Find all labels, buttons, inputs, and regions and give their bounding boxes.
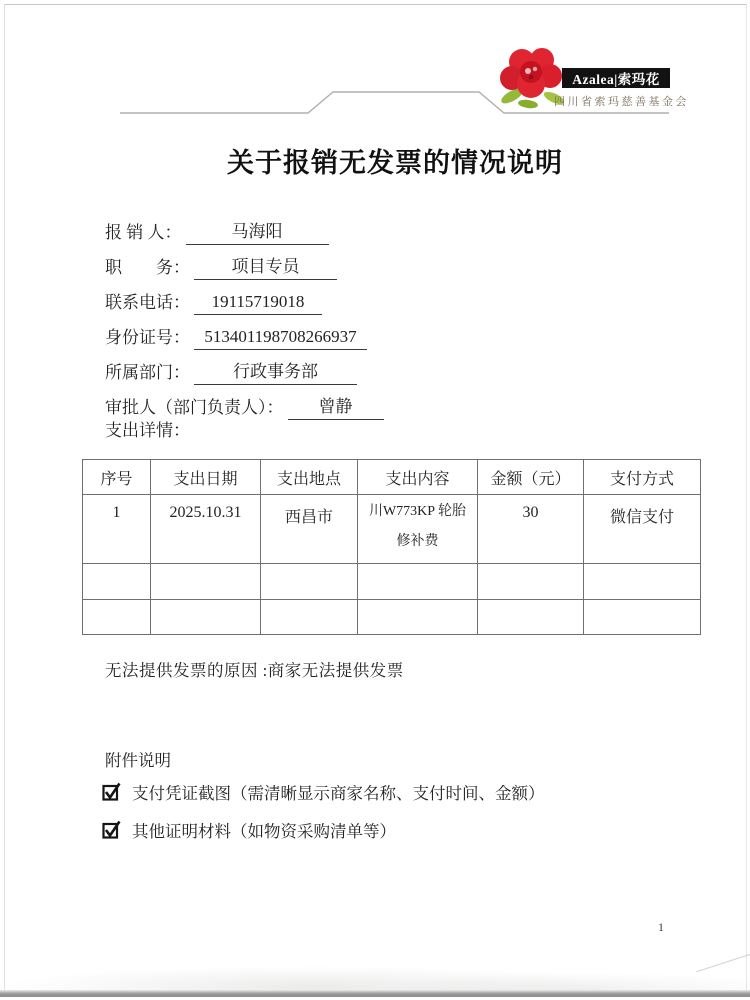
- field-label: 审批人（部门负责人）：: [105, 398, 284, 417]
- col-header-date: 支出日期: [151, 460, 261, 495]
- paper-edge-top: [4, 4, 747, 5]
- expense-row-empty: [83, 564, 701, 600]
- logo-brand-text: Azalea|索玛花: [572, 72, 660, 87]
- attachment-item-other-proof: [102, 818, 396, 842]
- paper-edge-right: [746, 4, 747, 992]
- field-phone: [105, 280, 665, 315]
- field-label: 联系电话：: [105, 293, 190, 312]
- expense-table-header-row: [83, 460, 701, 495]
- field-label: 身份证号：: [105, 328, 190, 347]
- cell-index: 1: [83, 495, 151, 564]
- field-id-number: [105, 315, 665, 350]
- field-position: [105, 245, 665, 280]
- field-value-underlined: 项目专员: [194, 252, 337, 280]
- form-fields: [105, 210, 665, 420]
- cell-content-line2: 修补费: [396, 534, 439, 549]
- expense-table: [82, 459, 701, 635]
- field-value-underlined: 行政事务部: [194, 357, 357, 385]
- field-label: 职 务：: [105, 258, 190, 277]
- field-value-underlined: 513401198708266937: [194, 327, 367, 350]
- cell-method: 微信支付: [584, 495, 701, 564]
- scan-shadow: [0, 935, 750, 990]
- expense-row-empty: [83, 600, 701, 635]
- document-title: 关于报销无发票的情况说明: [227, 148, 563, 178]
- field-reimburser: [105, 210, 665, 245]
- expense-row-1: [83, 495, 701, 564]
- logo-organization-name: 四川省索玛慈善基金会: [554, 96, 689, 108]
- organization-logo: [498, 42, 704, 114]
- col-header-content: 支出内容: [358, 460, 478, 495]
- col-header-amount: 金额（元）: [478, 460, 584, 495]
- field-value-underlined: 19115719018: [194, 292, 322, 315]
- checked-checkbox-icon: [102, 782, 121, 801]
- col-header-place: 支出地点: [261, 460, 358, 495]
- field-value-underlined: 曾静: [288, 392, 384, 420]
- field-department: [105, 350, 665, 385]
- field-label: 所属部门：: [105, 363, 190, 382]
- attachments-heading: 附件说明: [105, 751, 171, 770]
- attachment-item-label: 其他证明材料（如物资采购清单等）: [132, 822, 396, 841]
- no-invoice-reason: 无法提供发票的原因 :商家无法提供发票: [105, 661, 404, 680]
- logo-brand-plate: [562, 68, 670, 88]
- field-label: 报 销 人：: [105, 223, 182, 242]
- cell-content: [358, 495, 478, 564]
- attachment-item-payment-screenshot: [102, 780, 545, 804]
- col-header-index: 序号: [83, 460, 151, 495]
- field-value-underlined: 马海阳: [186, 217, 329, 245]
- expense-details-label: 支出详情：: [105, 421, 190, 440]
- attachment-item-label: 支付凭证截图（需清晰显示商家名称、支付时间、金额）: [132, 784, 545, 803]
- cell-content-line1: 川W773KP 轮胎: [368, 504, 467, 519]
- checked-checkbox-icon: [102, 820, 121, 839]
- paper-edge-bottom: [0, 990, 750, 997]
- field-approver: [105, 385, 665, 420]
- page-number: 1: [658, 920, 664, 934]
- col-header-method: 支付方式: [584, 460, 701, 495]
- cell-place: 西昌市: [261, 495, 358, 564]
- paper-edge-left: [4, 4, 5, 992]
- cell-date: 2025.10.31: [151, 495, 261, 564]
- cell-amount: 30: [478, 495, 584, 564]
